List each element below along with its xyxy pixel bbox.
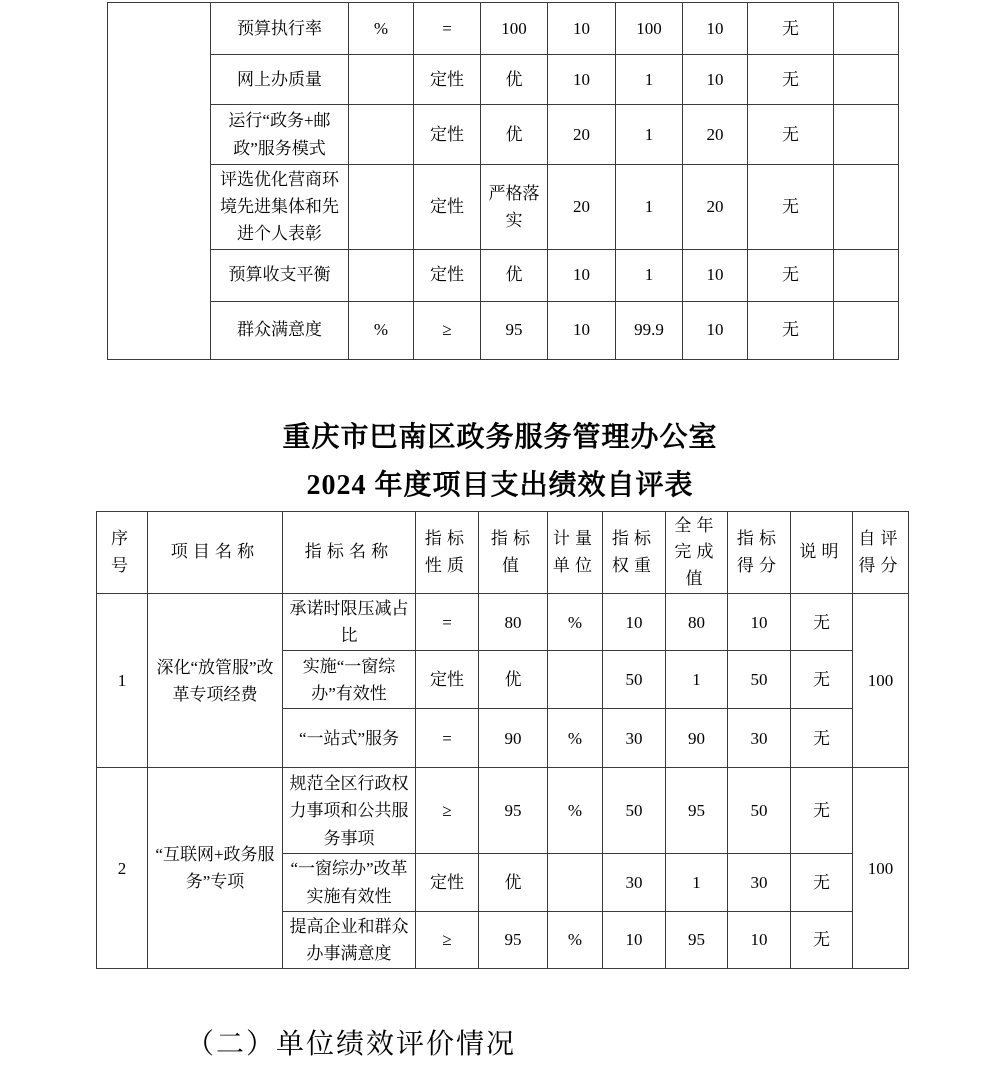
seq-cell: 1 [97, 594, 148, 768]
table-row [108, 3, 899, 55]
score-cell: 10 [683, 3, 748, 55]
unit-cell: % [548, 709, 603, 768]
completion-cell: 90 [666, 709, 728, 768]
score-cell: 10 [728, 911, 791, 968]
completion-cell: 1 [616, 165, 683, 250]
target-value-cell: 优 [479, 651, 548, 709]
completion-cell: 1 [616, 105, 683, 165]
target-value-cell: 80 [479, 594, 548, 651]
indicator-name-cell: 运行“政务+邮政”服务模式 [211, 105, 349, 165]
indicator-name-cell: “一站式”服务 [283, 709, 416, 768]
nature-cell: = [414, 3, 481, 55]
nature-cell: 定性 [414, 165, 481, 250]
note-cell: 无 [791, 709, 853, 768]
note-cell: 无 [748, 105, 834, 165]
indicator-name-cell: 预算执行率 [211, 3, 349, 55]
weight-cell: 10 [548, 55, 616, 105]
score-cell: 50 [728, 768, 791, 854]
empty-cell [834, 55, 899, 105]
note-cell: 无 [791, 854, 853, 911]
project-self-evaluation-table [96, 511, 909, 969]
completion-cell: 95 [666, 768, 728, 854]
nature-cell: ≥ [416, 911, 479, 968]
score-cell: 20 [683, 165, 748, 250]
target-value-cell: 90 [479, 709, 548, 768]
target-value-cell: 95 [479, 911, 548, 968]
empty-cell [834, 165, 899, 250]
score-cell: 20 [683, 105, 748, 165]
header-cell: 指标权重 [603, 512, 666, 594]
document-title [0, 414, 1000, 510]
project-name-cell: 深化“放管服”改革专项经费 [148, 594, 283, 768]
budget-indicator-table [107, 2, 899, 360]
indicator-name-cell: 承诺时限压减占比 [283, 594, 416, 651]
header-cell: 自评得分 [853, 512, 909, 594]
weight-cell: 30 [603, 854, 666, 911]
weight-cell: 50 [603, 768, 666, 854]
indicator-name-cell: 网上办质量 [211, 55, 349, 105]
weight-cell: 20 [548, 105, 616, 165]
unit-cell [548, 854, 603, 911]
weight-cell: 20 [548, 165, 616, 250]
nature-cell: = [416, 594, 479, 651]
completion-cell: 1 [616, 55, 683, 105]
table-row [97, 594, 909, 651]
score-cell: 30 [728, 709, 791, 768]
nature-cell: 定性 [416, 854, 479, 911]
target-value-cell: 严格落实 [481, 165, 548, 250]
note-cell: 无 [748, 249, 834, 301]
header-cell: 指标名称 [283, 512, 416, 594]
indicator-name-cell: 群众满意度 [211, 301, 349, 359]
empty-cell [834, 301, 899, 359]
nature-cell: ≥ [414, 301, 481, 359]
unit-cell: % [349, 301, 414, 359]
weight-cell: 10 [548, 3, 616, 55]
score-cell: 10 [683, 301, 748, 359]
table-row [108, 301, 899, 359]
unit-cell: % [349, 3, 414, 55]
nature-cell: ≥ [416, 768, 479, 854]
indicator-name-cell: 评选优化营商环境先进集体和先进个人表彰 [211, 165, 349, 250]
weight-cell: 10 [548, 301, 616, 359]
weight-cell: 10 [603, 594, 666, 651]
target-value-cell: 95 [481, 301, 548, 359]
header-cell: 项目名称 [148, 512, 283, 594]
unit-cell: % [548, 594, 603, 651]
seq-cell: 2 [97, 768, 148, 969]
title-line-2: 2024 年度项目支出绩效自评表 [306, 470, 694, 501]
completion-cell: 1 [666, 854, 728, 911]
weight-cell: 50 [603, 651, 666, 709]
nature-cell: 定性 [414, 105, 481, 165]
completion-cell: 80 [666, 594, 728, 651]
indicator-name-cell: 提高企业和群众办事满意度 [283, 911, 416, 968]
header-cell: 指标性质 [416, 512, 479, 594]
score-cell: 10 [728, 594, 791, 651]
unit-cell: % [548, 768, 603, 854]
table-row [108, 105, 899, 165]
header-cell: 指标得分 [728, 512, 791, 594]
self-score-cell: 100 [853, 768, 909, 969]
header-cell: 全年完成值 [666, 512, 728, 594]
note-cell: 无 [748, 165, 834, 250]
unit-cell [548, 651, 603, 709]
target-value-cell: 95 [479, 768, 548, 854]
nature-cell: 定性 [414, 249, 481, 301]
header-cell: 说明 [791, 512, 853, 594]
target-value-cell: 优 [481, 55, 548, 105]
empty-cell [834, 3, 899, 55]
completion-cell: 100 [616, 3, 683, 55]
unit-cell [349, 165, 414, 250]
header-cell: 计量单位 [548, 512, 603, 594]
empty-cell [834, 249, 899, 301]
weight-cell: 30 [603, 709, 666, 768]
unit-cell: % [548, 911, 603, 968]
indicator-name-cell: 规范全区行政权力事项和公共服务事项 [283, 768, 416, 854]
completion-cell: 1 [616, 249, 683, 301]
note-cell: 无 [748, 301, 834, 359]
table-row [108, 249, 899, 301]
indicator-name-cell: “一窗综办”改革实施有效性 [283, 854, 416, 911]
table-row [108, 55, 899, 105]
unit-cell [349, 105, 414, 165]
note-cell: 无 [791, 651, 853, 709]
note-cell: 无 [791, 768, 853, 854]
weight-cell: 10 [603, 911, 666, 968]
target-value-cell: 优 [481, 105, 548, 165]
score-cell: 10 [683, 55, 748, 105]
score-cell: 10 [683, 249, 748, 301]
project-name-cell: “互联网+政务服务”专项 [148, 768, 283, 969]
indicator-name-cell: 实施“一窗综办”有效性 [283, 651, 416, 709]
self-score-cell: 100 [853, 594, 909, 768]
table-header-row [97, 512, 909, 594]
score-cell: 30 [728, 854, 791, 911]
score-cell: 50 [728, 651, 791, 709]
weight-cell: 10 [548, 249, 616, 301]
empty-cell [834, 105, 899, 165]
header-cell: 序号 [97, 512, 148, 594]
target-value-cell: 100 [481, 3, 548, 55]
unit-cell [349, 249, 414, 301]
completion-cell: 99.9 [616, 301, 683, 359]
note-cell: 无 [748, 55, 834, 105]
merged-left-cell [108, 3, 211, 360]
nature-cell: 定性 [416, 651, 479, 709]
header-cell: 指标值 [479, 512, 548, 594]
note-cell: 无 [791, 911, 853, 968]
section-heading: （二）单位绩效评价情况 [186, 1029, 517, 1060]
table-row [97, 768, 909, 854]
note-cell: 无 [791, 594, 853, 651]
completion-cell: 1 [666, 651, 728, 709]
unit-cell [349, 55, 414, 105]
title-line-1: 重庆市巴南区政务服务管理办公室 [282, 422, 718, 453]
nature-cell: = [416, 709, 479, 768]
target-value-cell: 优 [481, 249, 548, 301]
table-row [108, 165, 899, 250]
indicator-name-cell: 预算收支平衡 [211, 249, 349, 301]
nature-cell: 定性 [414, 55, 481, 105]
note-cell: 无 [748, 3, 834, 55]
completion-cell: 95 [666, 911, 728, 968]
target-value-cell: 优 [479, 854, 548, 911]
